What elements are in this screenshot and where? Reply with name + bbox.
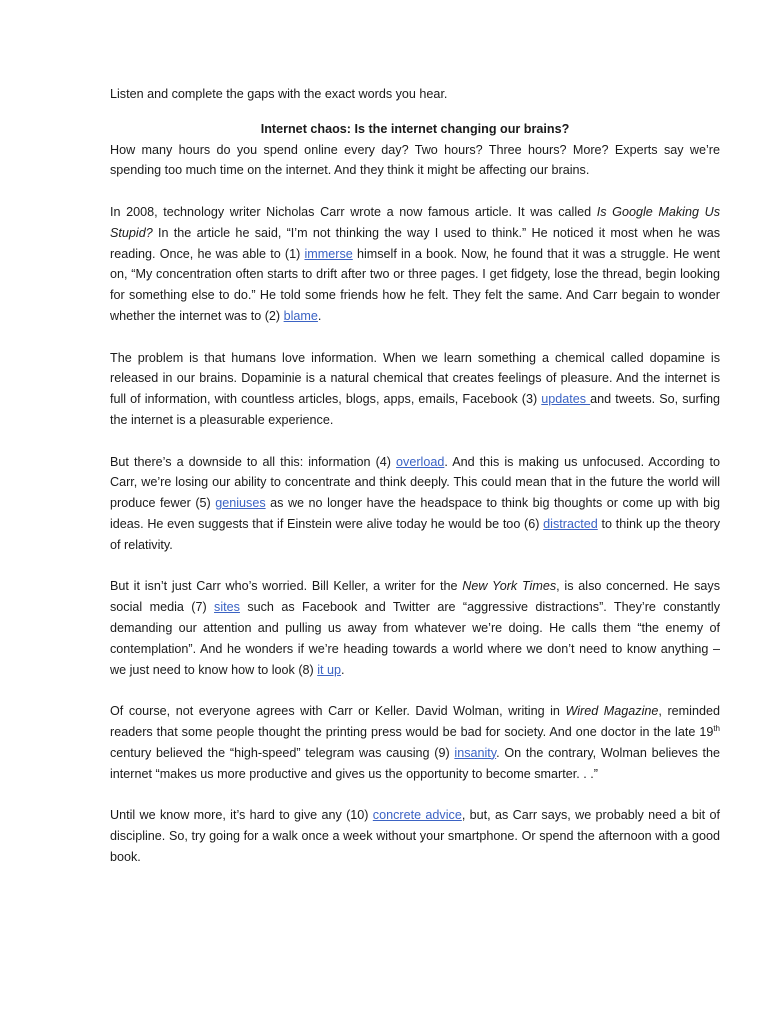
- text: .: [317, 308, 322, 323]
- text: Of course, not everyone agrees with Carr or Keller. David Wolman, writing in: [110, 704, 566, 719]
- text: .: [341, 662, 345, 677]
- document-page: [110, 84, 720, 888]
- paragraph-2: [110, 202, 720, 327]
- gap-answer-4[interactable]: overload: [396, 454, 445, 469]
- text: The problem is that humans love information. When we learn something a chemical called dopamine is released in our brains. Dopaminie is a natural chemical that creates feelings of pleasure. And the internet is full of information, with countless articles, blogs, apps, emails, Facebook (3): [110, 350, 720, 407]
- paragraph-7: [110, 805, 720, 867]
- text: , reminded readers that some people thought the printing press would be bad for society. And one doctor in the late 19: [110, 704, 720, 739]
- gap-answer-3[interactable]: updates: [541, 392, 591, 407]
- ordinal-suffix: th: [713, 723, 720, 733]
- text: , is also concerned. He says social media (7): [110, 579, 720, 615]
- publication-name: Wired Magazine: [565, 704, 659, 719]
- paragraph-5: [110, 576, 720, 680]
- paragraph-3: [110, 348, 720, 431]
- paragraph-4: [110, 452, 720, 556]
- text: and tweets. So, surfing the internet is a pleasurable experience.: [110, 392, 720, 427]
- gap-answer-2[interactable]: blame: [283, 308, 318, 323]
- article-title: Internet chaos: Is the internet changing our brains?: [260, 121, 570, 136]
- gap-answer-1[interactable]: immerse: [304, 246, 353, 261]
- gap-answer-5[interactable]: geniuses: [215, 496, 266, 511]
- article-reference: Is Google Making Us Stupid?: [110, 204, 720, 240]
- text: . And this is making us unfocused. According to Carr, we’re losing our ability to concentrate and think deeply. This could mean that in the future the world will produce fewer (5): [110, 454, 720, 511]
- text: himself in a book. Now, he found that it was a struggle. He went on, “My concentration often starts to drift after two or three pages. I get fidgety, lose the thread, begin looking for something else to do.” He told some friends how he felt. They felt the same. And Carr begain to wonder whether the internet was to (2): [110, 246, 721, 323]
- gap-answer-10[interactable]: concrete advice: [372, 808, 462, 823]
- text: But it isn’t just Carr who’s worried. Bill Keller, a writer for the: [110, 579, 463, 594]
- gap-answer-7[interactable]: sites: [214, 600, 240, 615]
- gap-answer-6[interactable]: distracted: [543, 516, 598, 531]
- text: Until we know more, it’s hard to give any (10): [110, 808, 373, 823]
- text: . On the contrary, Wolman believes the internet “makes us more productive and gives us the opportunity to become smarter. . .”: [110, 745, 721, 781]
- text: as we no longer have the headspace to think big thoughts or come up with big ideas. He even suggests that if Einstein were alive today he would be too (6): [110, 496, 720, 531]
- gap-answer-9[interactable]: insanity: [454, 745, 497, 760]
- text: to think up the theory of relativity.: [110, 516, 720, 552]
- text: , but, as Carr says, we probably need a bit of discipline. So, try going for a walk once a week without your smartphone. Or spend the afternoon with a good book.: [110, 808, 720, 864]
- text: In 2008, technology writer Nicholas Carr wrote a now famous article. It was called: [110, 204, 597, 219]
- gap-answer-8[interactable]: it up: [317, 662, 342, 677]
- text: But there’s a downside to all this: information (4): [110, 454, 397, 469]
- instructions: Listen and complete the gaps with the exact words you hear.: [110, 87, 448, 101]
- text: In the article he said, “I’m not thinking the way I used to think.” He noticed it most when he was reading. Once, he was able to (1): [110, 225, 720, 261]
- text: such as Facebook and Twitter are “aggressive distractions”. They’re constantly demanding our attention and pulling us away from whatever we’re doing. He calls them “the enemy of contemplation”. And he wonders if we’re heading towards a world where we don’t need to know anything – we just need to know how to look (8): [110, 600, 720, 677]
- paragraph-1: How many hours do you spend online every day? Two hours? Three hours? More? Experts say we’re spending too much time on the internet. And they think it might be affecting our brains.: [110, 142, 720, 178]
- paragraph-6: [110, 701, 720, 784]
- text: century believed the “high-speed” telegram was causing (9): [110, 745, 455, 760]
- publication-name: New York Times: [462, 579, 557, 594]
